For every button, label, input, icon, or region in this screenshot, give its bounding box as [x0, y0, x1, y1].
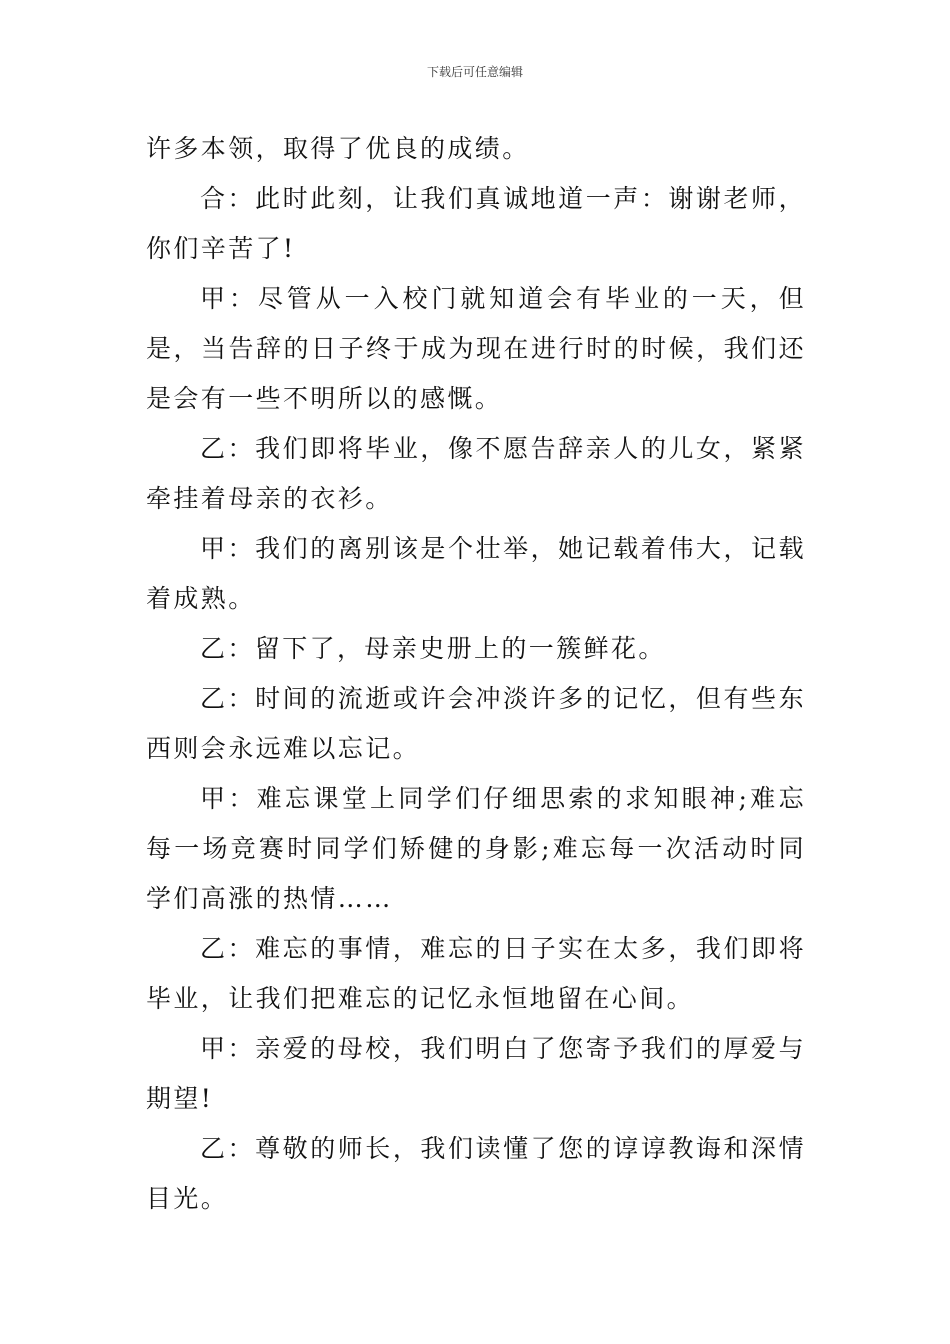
paragraph: 乙：留下了，母亲史册上的一簇鲜花。	[200, 634, 666, 663]
paragraph: 甲：我们的离别该是个壮举，她记载着伟大，记载着成熟。	[146, 534, 806, 613]
paragraph: 许多本领，取得了优良的成绩。	[146, 134, 530, 163]
paragraph: 乙：尊敬的师长，我们读懂了您的谆谆教诲和深情目光。	[146, 1134, 806, 1213]
paragraph: 合：此时此刻，让我们真诚地道一声：谢谢老师，你们辛苦了!	[146, 184, 806, 263]
paragraph: 甲：亲爱的母校，我们明白了您寄予我们的厚爱与期望!	[146, 1034, 806, 1113]
document-body	[146, 124, 806, 1224]
paragraph: 乙：我们即将毕业，像不愿告辞亲人的儿女，紧紧牵挂着母亲的衣衫。	[146, 434, 806, 513]
paragraph: 乙：难忘的事情，难忘的日子实在太多，我们即将毕业，让我们把难忘的记忆永恒地留在心间。	[146, 934, 806, 1013]
page-header-note: 下载后可任意编辑	[426, 65, 523, 79]
paragraph: 甲：尽管从一入校门就知道会有毕业的一天，但是，当告辞的日子终于成为现在进行时的时候，我们还是会有一些不明所以的感慨。	[146, 284, 806, 413]
paragraph: 甲：难忘课堂上同学们仔细思索的求知眼神;难忘每一场竞赛时同学们矫健的身影;难忘每一次活动时同学们高涨的热情……	[146, 784, 806, 913]
paragraph: 乙：时间的流逝或许会冲淡许多的记忆，但有些东西则会永远难以忘记。	[146, 684, 806, 763]
